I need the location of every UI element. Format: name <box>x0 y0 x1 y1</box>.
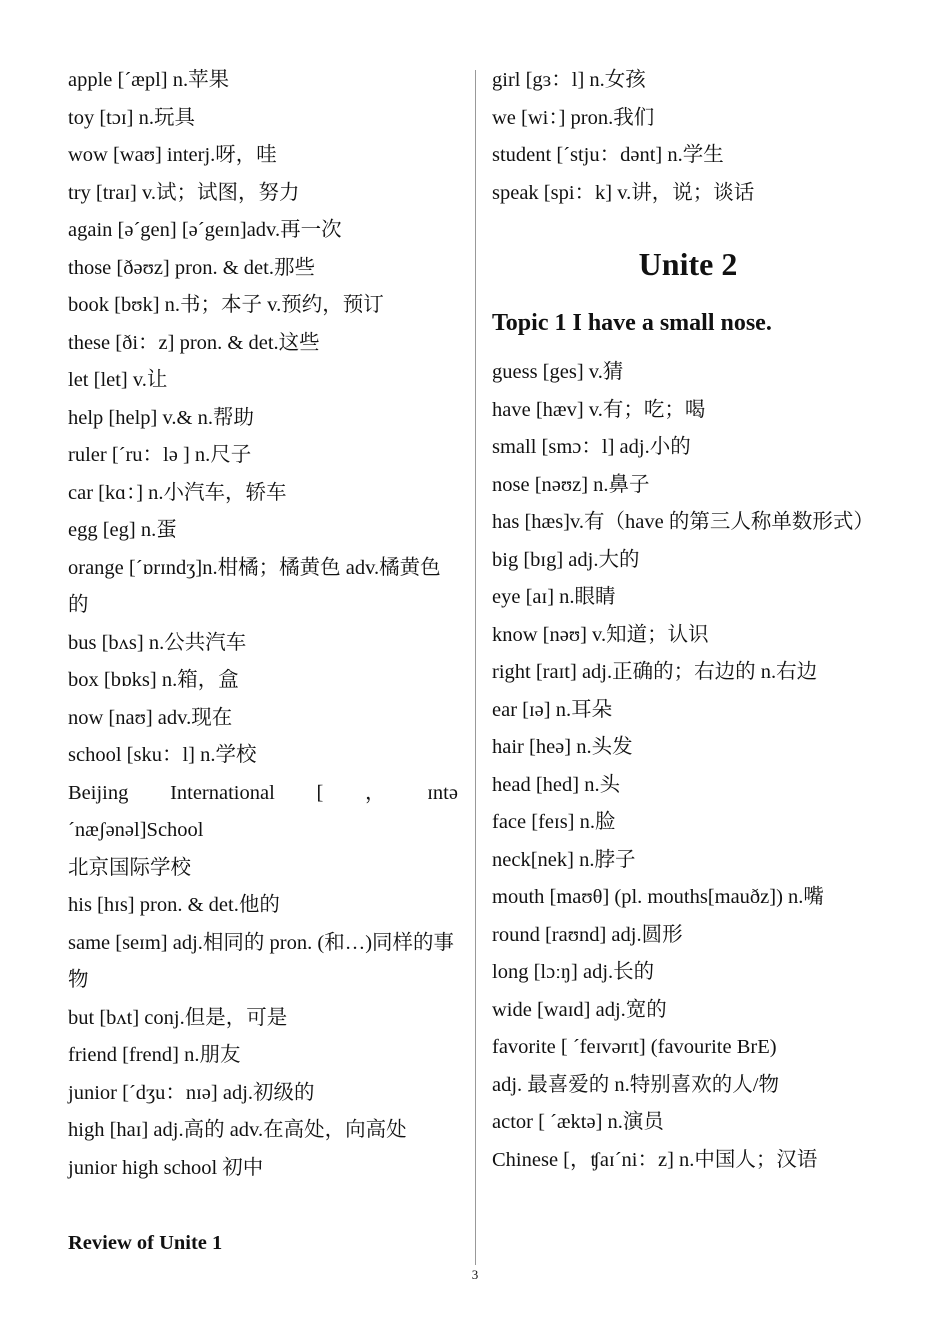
vocab-entry-book: book [bʊk] n.书；本子 v.预约，预订 <box>68 294 384 316</box>
vocab-entry-head: head [hed] n.头 <box>492 773 621 796</box>
international-word: International <box>170 781 275 804</box>
vocab-entry-bus: bus [bʌs] n.公共汽车 <box>68 631 247 654</box>
vocab-entry-his: his [hɪs] pron. & det.他的 <box>68 894 280 916</box>
vocab-entry-beijing-continued: ˊnæʃənəl]School <box>68 819 204 841</box>
vocab-entry-same: same [seɪm] adj.相同的 pron. (和…)同样的事物 <box>68 931 455 991</box>
vocab-entry-friend: friend [frend] n.朋友 <box>68 1044 241 1066</box>
topic-heading: Topic 1 I have a small nose. <box>492 310 772 336</box>
page-number: 3 <box>471 1267 479 1282</box>
blank-line <box>68 1187 458 1225</box>
vocab-entry-junior: junior [ˊdʒu：nɪə] adj.初级的 <box>68 1081 315 1104</box>
vocab-entry-eye: eye [aɪ] n.眼睛 <box>492 586 616 608</box>
vocab-entry-student: student [ˊstju：dənt] n.学生 <box>492 144 724 166</box>
vocab-entry-girl: girl [gɜ：l] n.女孩 <box>492 69 646 91</box>
vocab-entry-car: car [kɑ：] n.小汽车，轿车 <box>68 481 287 504</box>
right-column <box>492 62 884 1179</box>
vocab-entry-egg: egg [eg] n.蛋 <box>68 519 177 541</box>
vocab-entry-long: long [lɔːŋ] adj.长的 <box>492 961 655 983</box>
vocab-entry-nose: nose [nəʊz] n.鼻子 <box>492 473 650 496</box>
beijing-word: Beijing <box>68 781 129 804</box>
vocab-entry-ruler: ruler [ˊru：lə ] n.尺子 <box>68 444 252 466</box>
vocab-entry-neck: neck[nek] n.脖子 <box>492 848 636 871</box>
phonetic-bracket: [ <box>316 781 324 804</box>
vocab-entry-know: know [nəʊ] v.知道；认识 <box>492 623 709 646</box>
vocab-entry-but: but [bʌt] conj.但是，可是 <box>68 1006 288 1029</box>
vocab-entry-high: high [haɪ] adj.高的 adv.在高处，向高处 <box>68 1119 407 1141</box>
vocab-entry-have: have [hæv] v.有；吃；喝 <box>492 398 706 421</box>
review-heading: Review of Unite 1 <box>68 1231 223 1254</box>
vocab-entry-wide: wide [waɪd] adj.宽的 <box>492 998 667 1021</box>
vocab-entry-those: those [ðəʊz] pron. & det.那些 <box>68 256 315 279</box>
vocab-entry-beijing-translation: 北京国际学校 <box>68 856 191 879</box>
vocab-entry-actor: actor [ ˊæktə] n.演员 <box>492 1111 664 1133</box>
vocab-entry-we: we [wi：] pron.我们 <box>492 106 655 129</box>
vocab-entry-let: let [let] v.让 <box>68 369 168 391</box>
vocab-entry-wow: wow [waʊ] interj.呀，哇 <box>68 144 277 166</box>
vocab-entry-again: again [əˊgen] [əˊgeɪn]adv.再一次 <box>68 219 342 241</box>
vocab-entry-speak: speak [spi：k] v.讲，说；谈话 <box>492 181 755 204</box>
vocab-entry-small: small [smɔ：l] adj.小的 <box>492 436 691 458</box>
vocab-entry-mouth: mouth [maʊθ] (pl. mouths[mauðz]) n.嘴 <box>492 886 824 908</box>
left-column <box>68 62 458 1262</box>
vocab-entry-round: round [raʊnd] adj.圆形 <box>492 923 683 946</box>
vocab-entry-box: box [bɒks] n.箱，盒 <box>68 669 239 691</box>
vocab-entry-guess: guess [ges] v.猜 <box>492 361 624 383</box>
phonetic-start: ɪntə <box>427 781 458 804</box>
vocab-entry-ear: ear [ɪə] n.耳朵 <box>492 698 613 721</box>
unit-heading: Unite 2 <box>638 246 738 282</box>
vocab-entry-hair: hair [heə] n.头发 <box>492 736 633 758</box>
vocab-entry-face: face [feɪs] n.脸 <box>492 811 616 833</box>
vocab-entry-these: these [ði：z] pron. & det.这些 <box>68 331 320 354</box>
vocab-entry-big: big [bɪg] adj.大的 <box>492 548 640 571</box>
vocab-entry-has: has [hæs]v.有（have 的第三人称单数形式） <box>492 511 874 533</box>
vocab-entry-junior-high-school: junior high school 初中 <box>68 1156 264 1179</box>
vocab-entry-toy: toy [tɔɪ] n.玩具 <box>68 106 195 129</box>
vocab-entry-favorite-meaning: adj. 最喜爱的 n.特别喜欢的人/物 <box>492 1073 779 1096</box>
vocab-entry-orange: orange [ˊɒrɪndʒ]n.柑橘；橘黄色 adv.橘黄色的 <box>68 556 441 616</box>
vocab-entry-beijing-international <box>68 775 458 813</box>
vocab-entry-apple: apple [ˊæpl] n.苹果 <box>68 69 230 91</box>
vocab-entry-now: now [naʊ] adv.现在 <box>68 706 233 729</box>
column-divider <box>475 70 476 1265</box>
vocab-entry-help: help [help] v.& n.帮助 <box>68 406 254 429</box>
vocab-entry-chinese: Chinese [，ʧaɪˊni：z] n.中国人；汉语 <box>492 1148 818 1171</box>
phonetic-comma: ， <box>365 781 386 804</box>
vocab-entry-try: try [traɪ] v.试；试图，努力 <box>68 181 300 204</box>
vocab-entry-favorite: favorite [ ˊfeɪvərɪt] (favourite BrE) <box>492 1036 777 1058</box>
vocab-entry-school: school [sku：l] n.学校 <box>68 744 257 766</box>
vocab-entry-right: right [raɪt] adj.正确的；右边的 n.右边 <box>492 661 818 683</box>
